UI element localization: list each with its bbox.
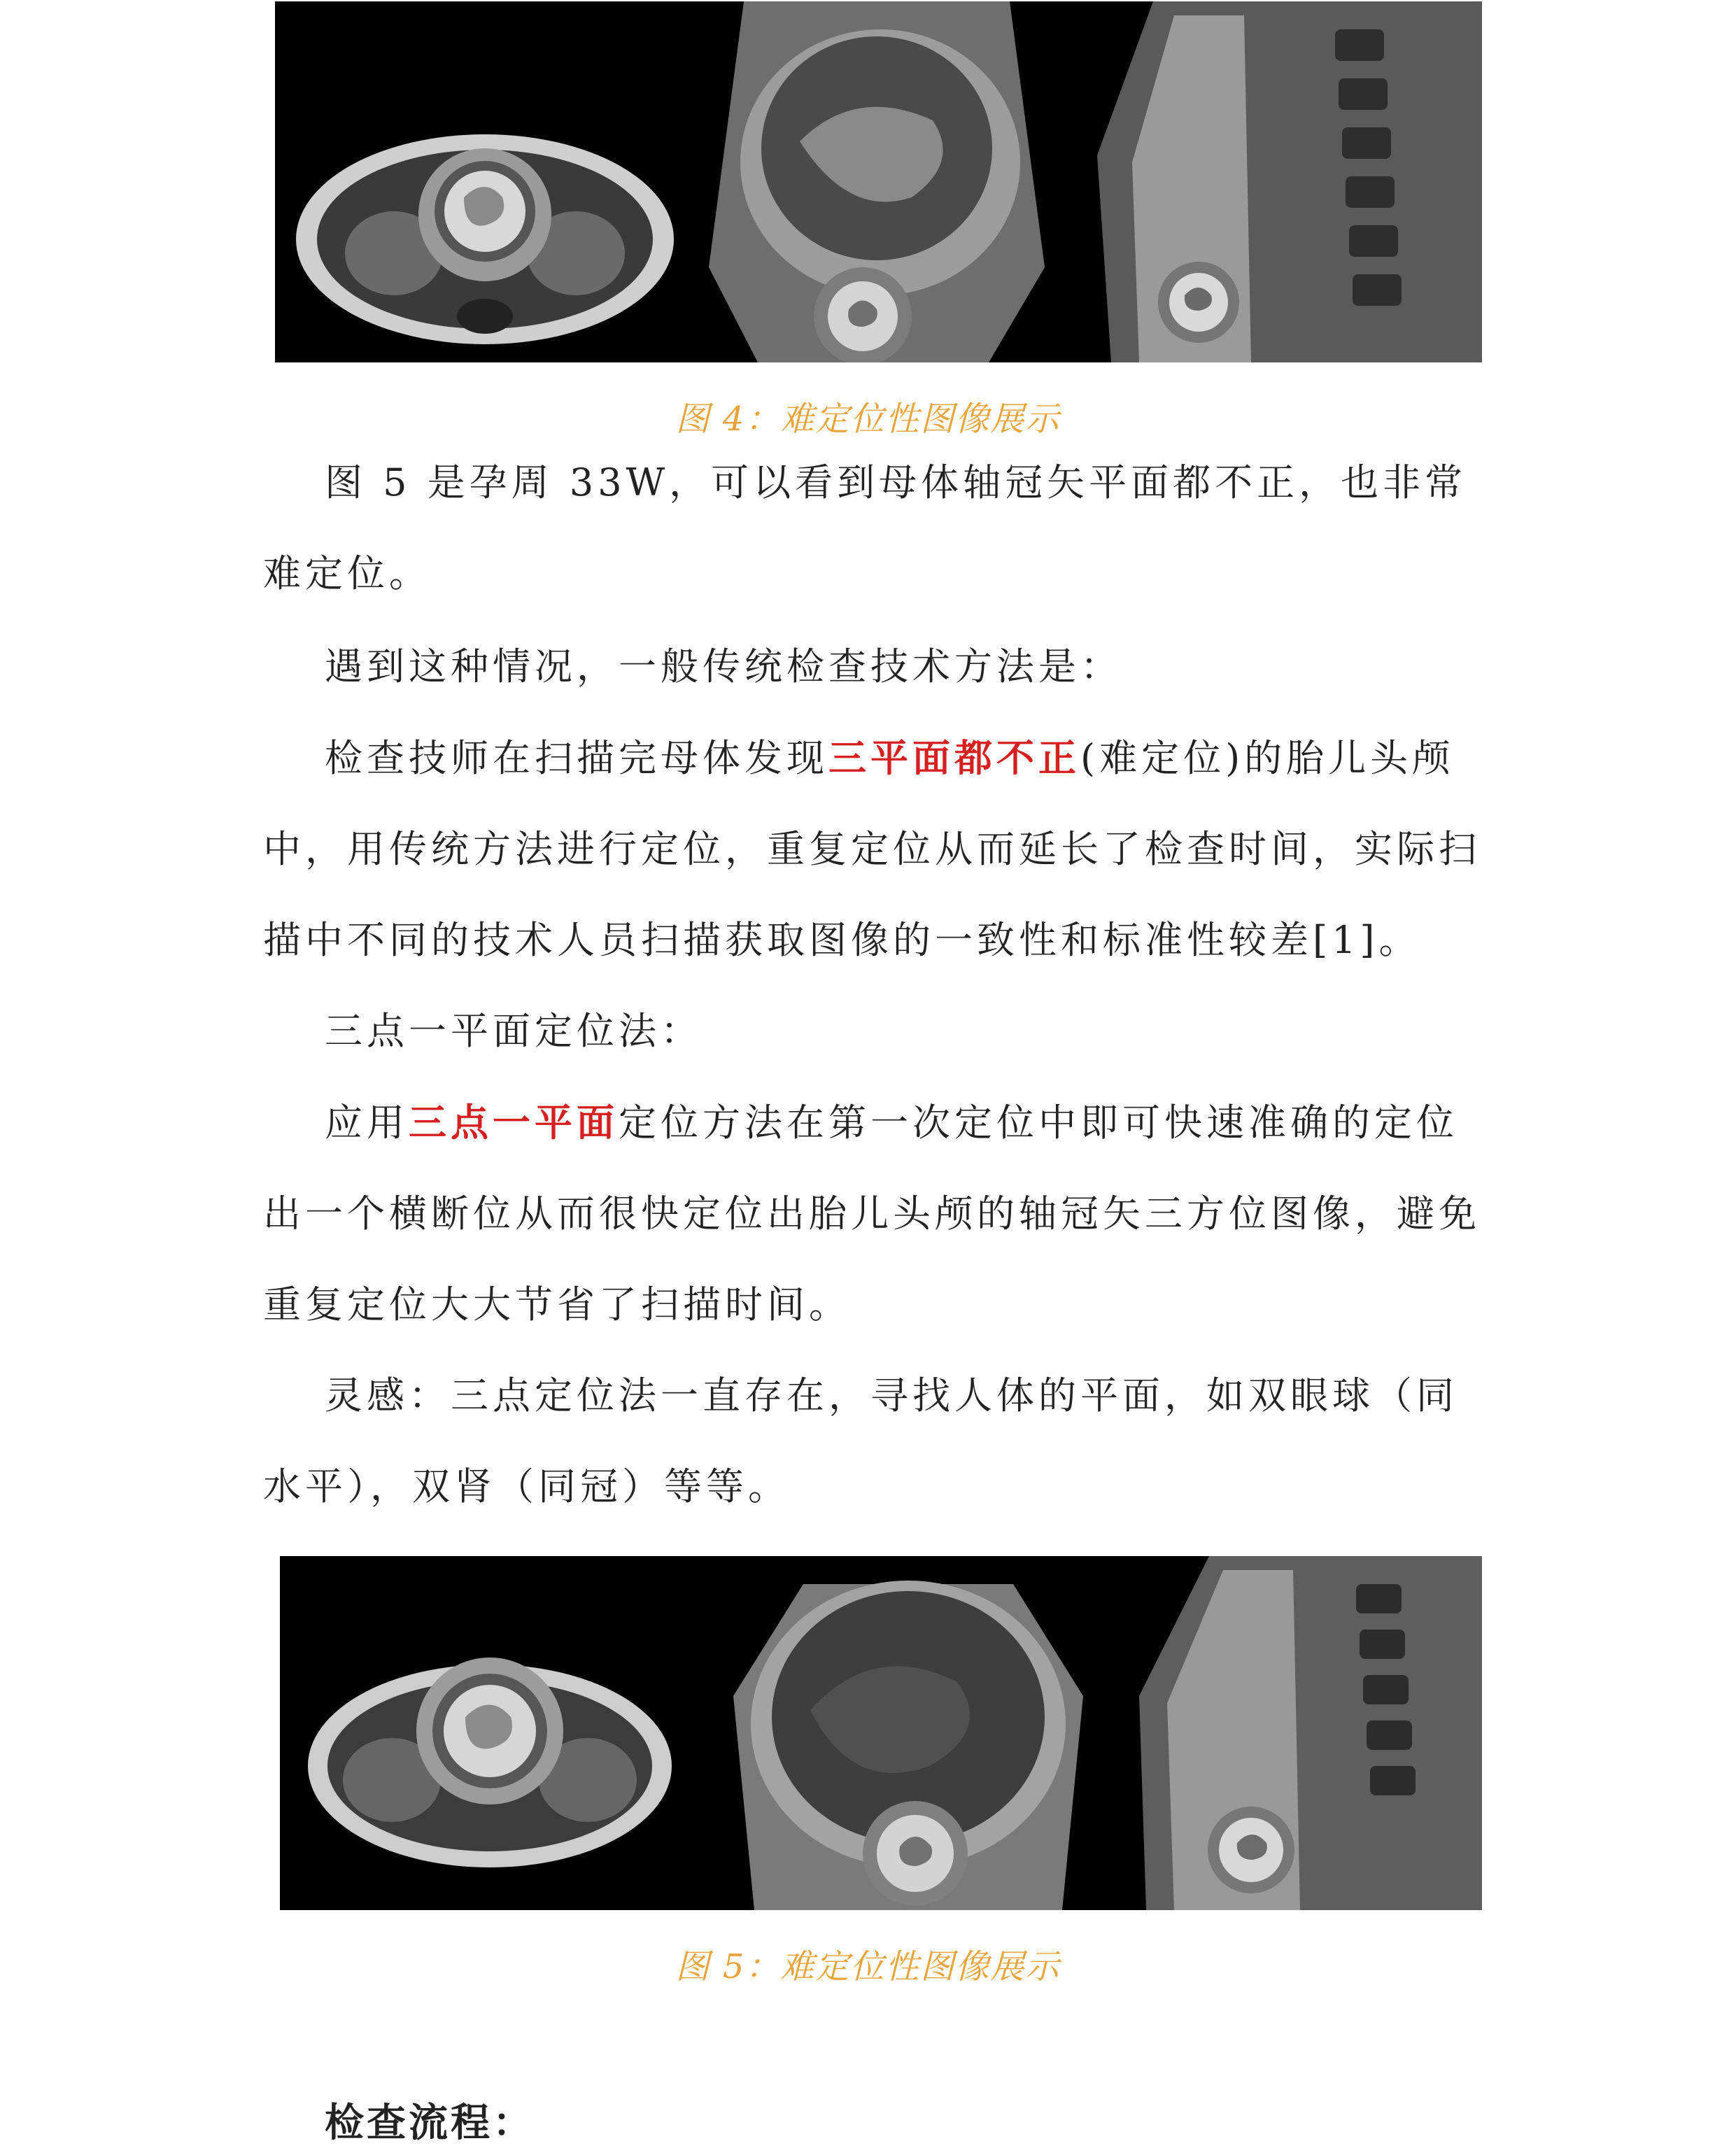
figure-5-caption: 图 5：难定位性图像展示 [675, 1947, 1061, 1986]
paragraph-5-text-a: 应用 [325, 1101, 409, 1145]
figure-4-sagittal-image [1069, 1, 1482, 362]
figure-5-sagittal-image [1111, 1556, 1482, 1910]
paragraph-2: 遇到这种情况，一般传统检查技术方法是： [325, 644, 1122, 688]
section-heading-exam-process: 检查流程： [325, 2100, 535, 2146]
paragraph-4: 三点一平面定位法： [325, 1009, 703, 1053]
paragraph-6: 灵感：三点定位法一直存在，寻找人体的平面，如双眼球（同水平），双肾（同冠）等等。 [263, 1373, 1458, 1508]
paragraph-5 [263, 1077, 1481, 1350]
paragraph-3-text-b: (难定位)的胎儿头颅中，用传统方法进行定位，重复定位从而延长了检查时间，实际扫描中不同的技术人员扫描获取图像的一致性和标准性较差[1]。 [263, 736, 1481, 962]
highlight-three-planes: 三平面都不正 [828, 735, 1080, 780]
paragraph-3-text-a: 检查技师在扫描完母体发现 [325, 736, 828, 780]
figure-5-coronal-image [705, 1556, 1111, 1910]
paragraph-5-text-b: 定位方法在第一次定位中即可快速准确的定位出一个横断位从而很快定位出胎儿头颅的轴冠矢三方位图像，避免重复定位大大节省了扫描时间。 [263, 1101, 1481, 1327]
highlight-three-point-plane: 三点一平面 [409, 1100, 619, 1145]
figure-4-caption: 图 4：难定位性图像展示 [675, 400, 1061, 439]
paragraph-1: 图 5 是孕周 33W，可以看到母体轴冠矢平面都不正，也非常难定位。 [263, 460, 1467, 595]
figure-4 [275, 1, 1482, 362]
figure-4-axial-image [275, 1, 681, 362]
figure-5-axial-image [280, 1556, 703, 1910]
figure-5 [280, 1556, 1482, 1910]
figure-4-coronal-image [681, 1, 1069, 362]
paragraph-3 [263, 712, 1481, 986]
